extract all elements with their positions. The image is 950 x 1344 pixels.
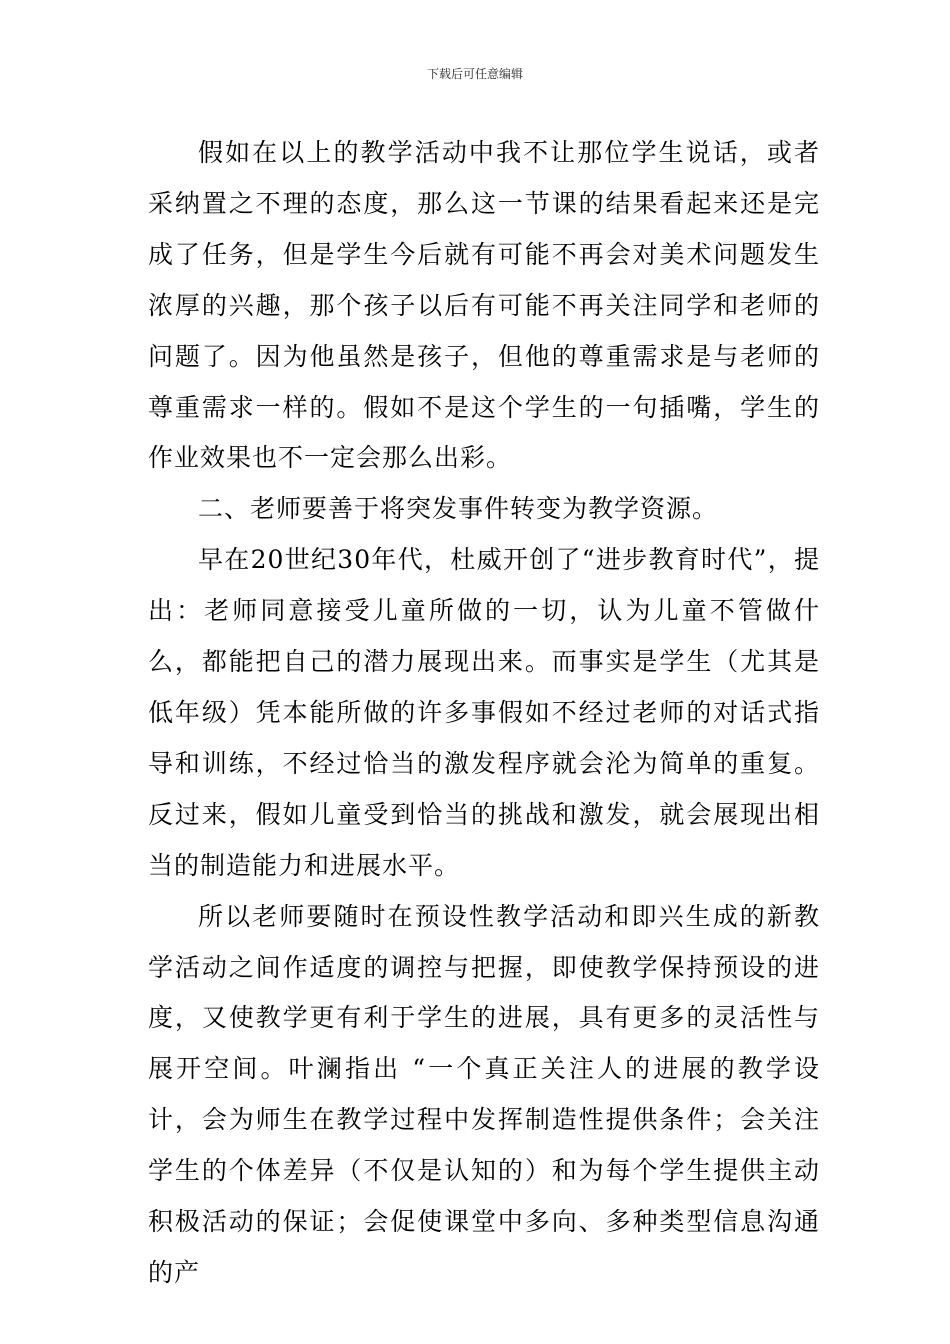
paragraph: 所以老师要随时在预设性教学活动和即兴生成的新教学活动之间作适度的调控与把握，即使教学保持预设的进度，又使教学更有利于学生的进展，具有更多的灵活性与展开空间。叶澜指出 “一个真正关注人的进展的教学设计，会为师生在教学过程中发挥制造性提供条件；会关注学生的个体差异（不仅是认知的）和为每个学生提供主动积极活动的保证；会促使课堂中多向、多种类型信息沟通的产 [148, 901, 820, 1287]
paragraph: 假如在以上的教学活动中我不让那位学生说话，或者采纳置之不理的态度，那么这一节课的结果看起来还是完成了任务，但是学生今后就有可能不再会对美术问题发生浓厚的兴趣，那个孩子以后有可能不再关注同学和老师的问题了。因为他虽然是孩子，但他的尊重需求是与老师的尊重需求一样的。假如不是这个学生的一句插嘴，学生的作业效果也不一定会那么出彩。 [148, 138, 820, 473]
document-body [148, 128, 820, 1299]
paragraph: 早在20世纪30年代，杜威开创了“进步教育时代”，提出：老师同意接受儿童所做的一切，认为儿童不管做什么，都能把自己的潜力展现出来。而事实是学生（尤其是低年级）凭本能所做的许多事假如不经过老师的对话式指导和训练，不经过恰当的激发程序就会沦为简单的重复。反过来，假如儿童受到恰当的挑战和激发，就会展现出相当的制造能力和进展水平。 [148, 545, 820, 880]
section-heading: 二、老师要善于将突发事件转变为教学资源。 [198, 494, 719, 524]
page-header: 下载后可任意编辑 [426, 67, 523, 81]
